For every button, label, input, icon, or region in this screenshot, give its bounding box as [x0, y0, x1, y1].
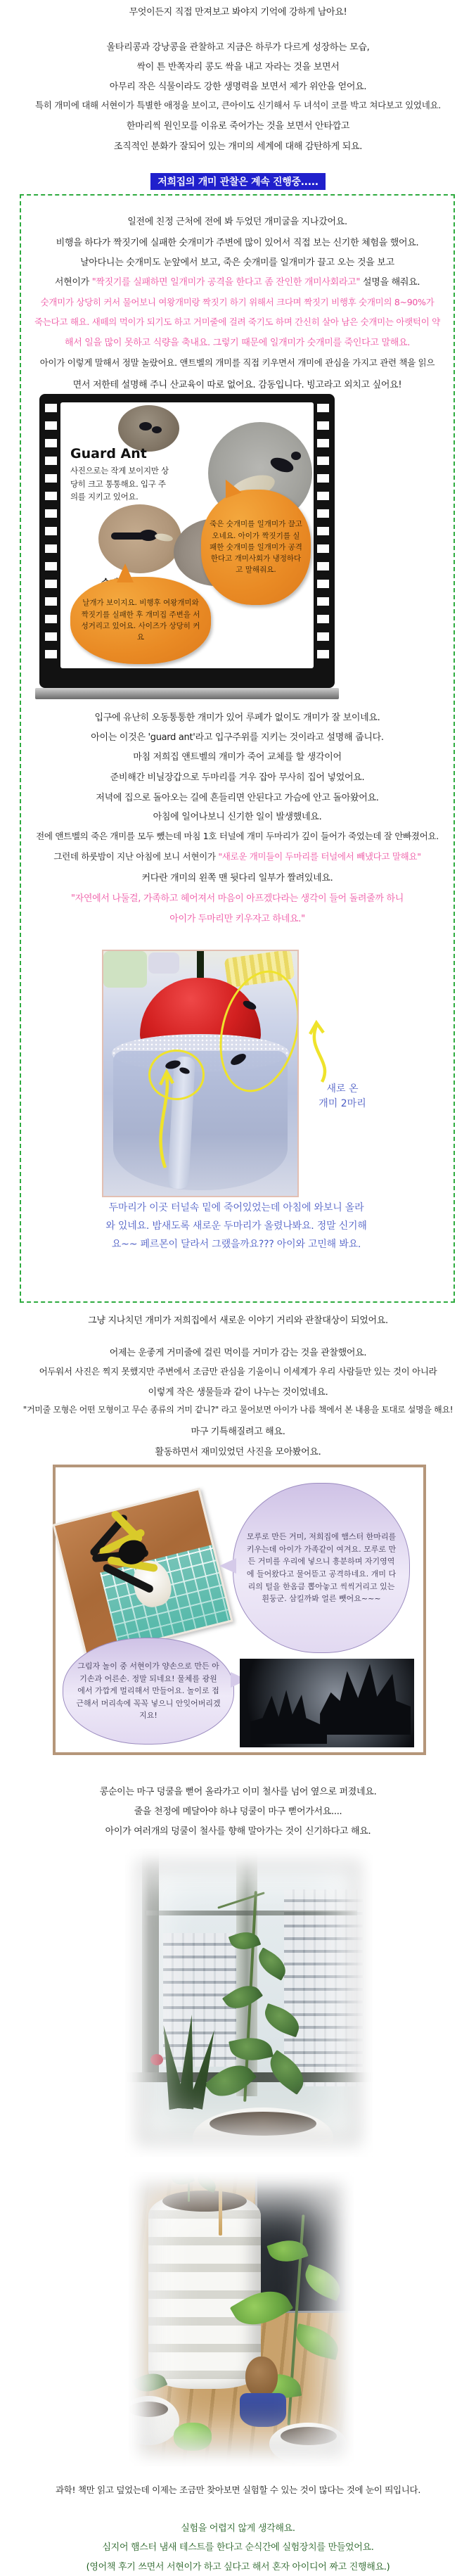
handwritten-caption: 두마리가 이곳 터널속 밑에 죽어있었는데 아침에 와보니 올라와 있네요. 밤새도록 새로운 두마리가 올렸나봐요. 정말 신기해요~~ 페르몬이 달라서 그랬을까요??? 아이와 고민해 봐요. [105, 1202, 367, 1250]
speech-bubble-text: 그림자 놀이 중 서현이가 양손으로 만든 아기손과 어른손. 정말 되네요! 물체를 광원에서 가깝게 멀리해서 만들어요. 놀이로 접근해서 머리속에 꼭꼭 넣으니 안잊어버리겠지요! [76, 1662, 221, 1721]
obs-line-pre: 서현이가 [54, 277, 92, 288]
speech-bubble-dead-ant [201, 490, 311, 605]
obs-line: 아이가 이렇게 말해서 정말 놀랐어요. 앤트벨의 개미를 직접 키우면서 개미에 관심을 가지고 관련 책을 읽으 [39, 357, 435, 368]
obs-pink-line: 숫개미가 상당히 커서 물어보니 여왕개미랑 짝짓기 하기 위해서 크다며 짝짓기 비행후 숫개미의 8~90%가 [40, 297, 435, 307]
film-strip-base [35, 688, 339, 699]
apartment-building [284, 1889, 363, 2086]
pipecleaner-spider-photo [52, 1488, 233, 1658]
intro-line: 한마리씩 원인모를 이유로 죽어가는 것을 보면서 안타깝고 [126, 121, 350, 132]
support-stick [219, 2172, 222, 2236]
ant-habitat-photo [102, 950, 299, 1197]
annotation-arrow-curvy [295, 1017, 337, 1085]
speech-bubble-text: 날개가 보이지요. 비행후 여왕개미와 짝짓기를 실패한 후 개미집 주변을 서성거리고 있어요. 사이즈가 상당히 커요 [81, 599, 200, 642]
teddy-bear-figure [245, 2357, 278, 2397]
obs-line: 면서 저한테 설명해 주니 산교육이 따로 없어요. 감동입니다. 빙고라고 외치고 싶어요! [72, 380, 402, 390]
hand-shadow-large [320, 1664, 411, 1735]
obs-line-quote: "짝짓기를 실패하면 일개미가 공격을 한다고 좀 잔인한 개미사회라고" [91, 277, 361, 288]
middle-line: 어제는 운좋게 거미줄에 걸린 먹이를 거미가 감는 것을 관찰했어요. [109, 1348, 367, 1358]
obs-line: 준비해간 비닐장갑으로 두마리를 겨우 잡아 무사히 집어 넣었어요. [110, 772, 365, 783]
obs-line-post: 설명을 해줘요. [360, 277, 420, 288]
middle-line: 그냥 지나치던 개미가 저희집에서 새로운 이야기 거리와 관찰대상이 되었어요. [88, 1315, 388, 1326]
middle-line: 어두워서 사진은 찍지 못했지만 주변에서 조금만 관심을 기울이니 이세계가 우리 사람들만 있는 것이 아니라 [39, 1366, 437, 1377]
handwritten-note-new-ants [297, 1082, 388, 1111]
obs-line-pre: 그런데 하룻밤이 지난 아침에 보니 서현이가 [53, 851, 219, 862]
guard-ant-title: Guard Ant [70, 446, 147, 461]
middle-line: 이렇게 작은 생물들과 같이 나누는 것이었네요. [148, 1387, 328, 1398]
obs-line-mixed [21, 850, 454, 862]
male-ant-sand-photo [98, 504, 181, 573]
pot-soil [281, 2427, 337, 2445]
note-line: 개미 2마리 [319, 1098, 366, 1109]
obs-line: 전에 앤트벨의 죽은 개미를 모두 뺐는데 마침 1호 터널에 개미 두마리가 깊이 들어가 죽었는데 잘 안빠졌어요. [36, 831, 439, 841]
balcony-rail [146, 1911, 357, 1915]
obs-line: 마침 저희집 앤트벨의 개미가 죽어 교체를 할 생각이어 [133, 752, 342, 763]
outro-green-line: (영어책 후기 쓰면서 서현이가 하고 싶다고 해서 혼자 아이디어 짜고 진행해요.) [86, 2562, 390, 2572]
activity-collage [53, 1465, 426, 1755]
guard-ant-description: 사진으로는 작게 보이지만 상당히 크고 통통해요. 입구 주의를 지키고 있어요. [70, 466, 169, 502]
intro-line: 무엇이든지 직접 만져보고 봐야지 기억에 강하게 남아요! [129, 7, 347, 18]
guard-ant-photo [118, 405, 179, 452]
intro-line: 싹이 튼 반쪽자리 콩도 싹을 내고 자라는 것을 보면서 [136, 62, 340, 72]
white-ribbed-pot [148, 2192, 261, 2389]
pot-soil [129, 2402, 168, 2417]
film-content [60, 402, 314, 668]
intro-line: 특히 개미에 대해 서현이가 특별한 애정을 보이고, 큰아이도 신기해서 두 녀석이 코를 박고 쳐다보고 있었네요. [35, 100, 441, 110]
intro-line: 울타리콩과 강낭콩을 관찰하고 지금은 하루가 다르게 성장하는 모습, [106, 42, 370, 53]
obs-line: 입구에 유난히 오동통통한 개미가 있어 루페가 없이도 개미가 잘 보이네요. [94, 713, 380, 723]
outro-line: 과학! 책만 읽고 덮었는데 이제는 조금만 찾아보면 실험할 수 있는 것이 많다는 것에 눈이 띄입니다. [55, 2485, 421, 2495]
obs-pink-line: "자연에서 나둘걸, 가족하고 헤어져서 마음이 아프겠다라는 생각이 들어 돌려줄까 하니 [70, 893, 404, 904]
film-sprockets-left [45, 404, 57, 664]
speech-bubble-text: 죽은 숫개미를 일개미가 끌고 오네요. 아이가 짝짓기를 실패한 숫개미를 일개미가 공격한다고 개미사회가 냉정하다고 말해줘요. [210, 520, 302, 575]
section-title-row [0, 173, 476, 190]
bean-vine-window-photo [125, 1849, 373, 2157]
window-frame-bar [142, 1849, 159, 2081]
speech-bubble-text: 모루로 만든 거미, 저희집에 햄스터 한마리를 키우는데 아이가 가족같이 여겨요. 모루로 만든 거미를 우리에 넣으니 흥분하며 자기영역에 들어왔다고 물어뜯고 공격하네요. 개미 다리의 털을 한옴큼 뽑아놓고 씩씩거리고 있는 흰둥군. 삼킬까봐 얼른 뺏어요~~~ [246, 1532, 397, 1604]
green-toy-pot [174, 2423, 212, 2451]
intro-line: 조직적인 분화가 잘되어 있는 개미의 세계에 대해 감탄하게 되요. [113, 141, 363, 152]
speech-bubble-shadow-story [63, 1638, 234, 1745]
obs-line: 일전에 친정 근처에 전에 봐 두었던 개미굴을 지나갔어요. [127, 217, 347, 227]
hand-shadow-photo [240, 1659, 414, 1747]
observation-box [20, 194, 455, 1303]
obs-line: 비행을 하다가 짝짓기에 실패한 숫개미가 주변에 많이 있어서 직접 보는 신기한 체험을 했어요. [56, 238, 419, 248]
obs-pink-line: 해서 일을 많이 못하고 식량을 축내요. 그렇기 때문에 일개미가 숫개미를 죽인다고 말해요. [64, 338, 411, 348]
middle-line: 마구 기특해질려고 해요. [191, 1427, 285, 1437]
blue-pot [240, 2393, 286, 2427]
obs-pink-line: 아이가 두마리만 키우자고 하네요." [169, 914, 305, 924]
red-flower [150, 2054, 163, 2065]
obs-line: 날아다니는 숫개미도 눈앞에서 보고, 죽은 숫개미를 일개미가 끌고 오는 것을 보고 [80, 257, 394, 268]
obs-pink-line: 죽는다고 해요. 새떼의 먹이가 되기도 하고 거미줄에 걸려 죽기도 하며 간신히 살아 남은 숫개미는 아랫턱이 약 [34, 317, 440, 327]
outro-green-line: 심지어 햄스터 냄새 테스트를 한다고 순식간에 실험장치를 만들었어요. [102, 2542, 374, 2553]
plant-line: 줄을 천정에 메달아야 하냐 덩쿨이 마구 뻗어가서요.... [134, 1806, 342, 1817]
plant-line: 콩순이는 마구 덩쿨을 뻗어 올라가고 이미 철사를 넘어 옆으로 퍼졌네요. [99, 1787, 377, 1797]
note-line: 새로 온 [326, 1083, 359, 1095]
obs-line: 아이는 이것은 'guard ant'라고 입구주위를 지키는 것이라고 설명해 줍니다. [91, 732, 384, 743]
middle-line: 활동하면서 재미있었던 사진을 모아봤어요. [155, 1447, 321, 1458]
pot-soil [210, 2112, 316, 2136]
speech-bubble-wings [70, 577, 211, 664]
seedling-pots-photo [129, 2172, 354, 2466]
obs-line-mixed [21, 274, 454, 288]
obs-line-quote: "새로운 개미들이 두마리를 터널에서 빼냈다고 말해요" [218, 851, 421, 862]
hand-shadow-small [250, 1685, 327, 1744]
annotation-arrow-up [103, 951, 299, 1197]
obs-line: 저녁에 집으로 돌아오는 길에 흔들리면 안된다고 가슴에 안고 돌아왔어요. [96, 793, 379, 803]
film-sprockets-right [317, 404, 329, 664]
obs-line: 커다란 개미의 왼쪽 맨 뒷다리 일부가 짤려있네요. [141, 873, 333, 884]
film-strip-photo-frame [39, 394, 335, 688]
speech-bubble-spider-story [233, 1483, 410, 1653]
outro-green-line: 실험을 어렵지 않게 생각해요. [181, 2523, 295, 2534]
intro-line: 아무리 작은 식물이라도 강한 생명력을 보면서 제가 위안을 얻어요. [109, 82, 367, 92]
plant-line: 아이가 여러개의 덩쿨이 철사를 향해 말아가는 것이 신기하다고 해요. [105, 1826, 371, 1837]
pot-soil [162, 2191, 247, 2212]
middle-line: "거미줄 모형은 어떤 모형이고 무슨 종류의 거미 같니?" 라고 물어보면 아이가 나름 책에서 본 내용을 토대로 설명을 해요! [22, 1405, 454, 1415]
obs-line: 아침에 일어나보니 신기한 일이 발생했네요. [153, 812, 322, 822]
section-title-banner: 저희집의 개미 관찰은 계속 진행중..... [150, 173, 326, 190]
